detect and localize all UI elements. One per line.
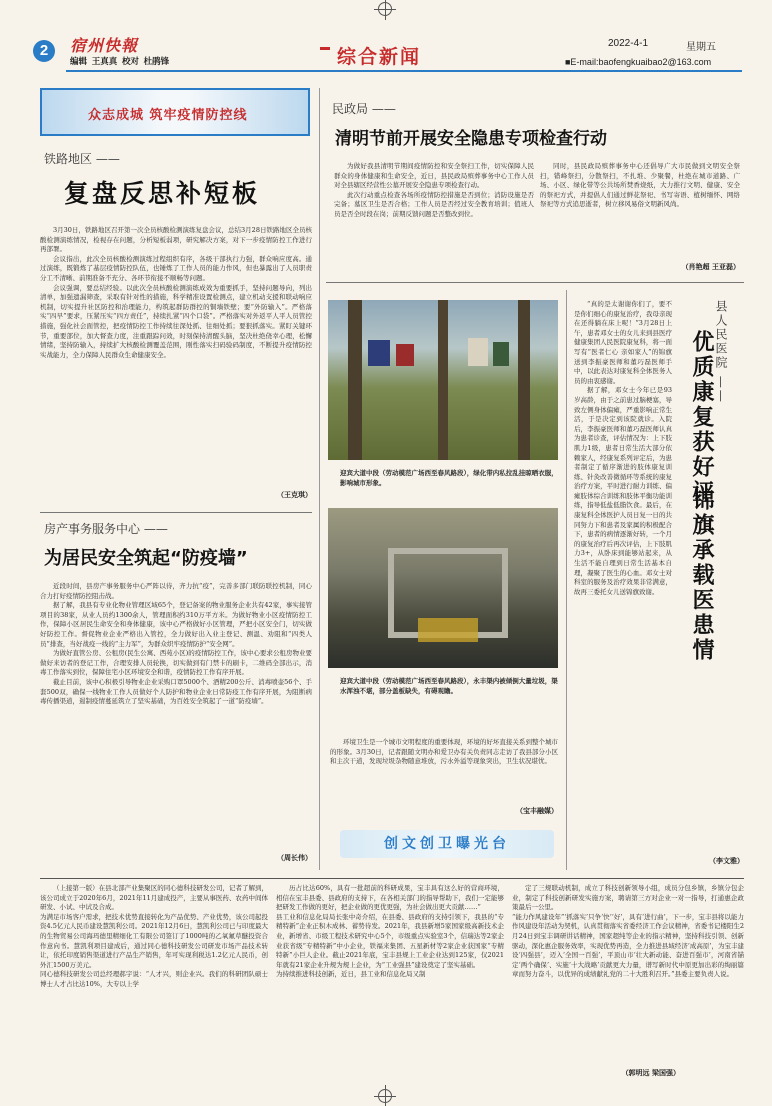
paragraph: 此次行动重点检查各场所疫情防控措施是否到位；消防设施是否完备；墓区卫生是否合格；工作人员是否经过安全教育培训；值班人员是否全时段在岗；前期反馈问题是否整改到位。: [334, 190, 534, 218]
paragraph: 为做好我县清明节期间疫情防控和安全祭扫工作，切实保障人民群众的身体健康和生命安全，近日，县民政局殡葬事务中心工作人员对全县辖区经营性公墓开展安全隐患专项检查行动。: [334, 162, 534, 190]
paragraph: 历占比达60%，具有一批超前的科研成果，宝丰具有这么好的营商环境，相信在宝丰县委、县政府的支持下，在各相关部门的指导帮助下，我们一定能够把研发工作做的更好，把企业做的更优更强，为社会做出更大贡献……” 县工业和信息化局局长张中奇介绍，在县委、县政府的支持引领下，我县的“专精特新”企业正积木成林、蓄势待发。2021年，我县新增5家国家级高新技术企业，新增省、市级工程技术研究中心5个，市级重点实验室3个，信瑞达等2家企业获省级“专精特新”中小企业，铁福来集团、五星新材等2家企业获国家“专精特新”小巨人企业。截止2021年底，宝丰县规上工业企业达到125家，仅2021年就有21家企业升规为规上企业，为“工业强县”建设奠定了坚实基础。 为持续推进科技创新，近日，县工业和信息化局又制: [276, 884, 504, 979]
bottom-credit: （郭明远 梁国强）: [621, 1068, 680, 1077]
column-divider: [566, 290, 567, 870]
article-civil-body-left: [334, 162, 534, 274]
photo-greenbelt-laundry: [328, 300, 558, 460]
issue-date: 2022-4-1: [608, 38, 649, 49]
clothes: [368, 340, 390, 366]
article-civil-body-right: [540, 162, 740, 274]
paragraph: 3月30日，铁路地区召开第一次全员核酸检测演练复盘会议，总结3月28日铁路地区全员核酸检测演练情况，检视存在问题，分析短板弱项，研究解决方案，对下一步疫情防控工作进行再部署。: [40, 226, 312, 254]
divider: [40, 512, 312, 513]
article-hospital-credit: （李文雅）: [709, 856, 744, 865]
garbage: [418, 618, 478, 642]
paragraph: 同时，县民政局殡葬事务中心还倡导广大市民做到文明安全祭扫，错峰祭扫，分散祭扫，不扎堆、少聚餐，杜绝在城市道路、广场、小区、绿化带等公共场所焚香烧纸，大力推行文明、健康、安全的祭祀方式，并提倡人们通过鲜花祭祀、书写寄语、植树缅怀、网络祭祀等方式追思逝者，树立移风易俗文明新风尚。: [540, 162, 740, 209]
article-railway-kicker: 铁路地区 ——: [44, 152, 120, 166]
bottom-col-2: [276, 884, 504, 1079]
banner-box: [40, 88, 310, 136]
divider: [326, 282, 744, 283]
paragraph: 据了解，邓女士今年已是93岁高龄，由于之前患过脑梗塞，导致左侧身体偏瘫，严重影响正常生活，于是决定到该院就诊。入院后，李振豪医师和董巧磊医师认真为患者诊查，评估情况为：上下肢肌力1级，患者日常生活大部分依赖家人，经康复系列评定后，为患者制定了循序渐进的肢体康复训练、针灸改善微循环等系统的康复治疗方案，平时进行耐力训练、偏瘫肢体综合训练和肢体平衡功能训练，指导低盐低脂饮食。最后，在康复科全体医护人员日复一日的共同努力下和患者及家属的积极配合下，患者的病情逐渐好转，一个月的康复治疗后再次评估，上下肢肌力3+，从卧床到能够站起来，从生活不能自理到日常生活基本自理，凝聚了医生的心血。邓女士对科室的服务及治疗效果非常满意，故再三委托女儿送锦旗致谢。: [574, 386, 672, 596]
photo-canal-garbage: [328, 508, 558, 668]
slogan-text: 创文创卫曝光台: [384, 836, 510, 852]
paragraph: 定了三规联动机制，成立了科技创新领导小组，成员分包乡镇，乡镇分包企业，制定了科技创新研发实施方案，聘请第三方对企业一对一指导，打通惠企政策最后一公里。 “能力作风建设年”‘抓落实’只争‘快’‘好’，具有‘进行曲’，下一步，宝丰县将以能力作风建设年活动为契机，认真贯彻落实省委经济工作会议精神，省委书记楼阳生2月24日到宝丰调研讲话精神，国家超纯等企业的指示精神，坚持科技引领、创新驱动，深化惠企服务效率，实现优势再造，全力推进县域经济‘成高原’，为宝丰建设‘四强县’，迈入‘全国一百强’，平顶山市‘壮大新动能、奋进百强市’，河南省锚定‘两个确保’、实施‘十大战略’贡献更大力量，谱写新时代中原更加出彩的绚丽篇章而努力奋斗，以优异的成绩献礼党的二十大胜利召开。”县委主要负责人说。: [512, 884, 744, 979]
article-railway-title: 复盘反思补短板: [64, 179, 261, 208]
header-rule: [66, 70, 742, 72]
divider: [40, 878, 744, 879]
clothes: [468, 338, 488, 366]
article-housing-credit: （周长伟）: [277, 853, 312, 862]
section-title: 综合新闻: [337, 46, 422, 68]
article-hospital-body: [574, 300, 744, 860]
article-railway-credit: （王克琪）: [277, 490, 312, 499]
issue-weekday: 星期五: [686, 42, 716, 53]
masthead-logo: 宿州快報: [70, 36, 139, 55]
article-housing-body: [40, 582, 312, 867]
paragraph: “真的是太谢谢你们了，要不是你们细心的康复治疗，我母亲现在还得躺在床上呢！”3月28日上午，患者邓女士的女儿来到县医疗健康集团人民医院康复科，将一面写有“医者仁心 亲如家人”的锦旗送到李振豪医师和董巧磊医师手中，以此表达对康复科全体医务人员的由衷感谢。: [574, 300, 672, 385]
registration-mark-top: [378, 2, 392, 16]
page-number-badge: 2: [33, 40, 55, 62]
bottom-col-1: [40, 884, 268, 1079]
banner-slogan: 众志成城 筑牢疫情防控线: [88, 108, 248, 123]
article-civil-title: 清明节前开展安全隐患专项检查行动: [335, 129, 607, 149]
tree: [518, 300, 530, 460]
header-rule-red: [320, 47, 330, 50]
paragraph: 环境卫生是一个城市文明程度的重要体现，环境的好坏直接关系到整个城市的形象。3月30日，记者跟随文明办和爱卫办有关负责同志走访了我县部分小区和主次干道，发现垃圾杂物随意堆放，污水外溢等现象突出，卫生状况堪忧。: [330, 738, 558, 766]
slogan-banner: [340, 830, 554, 858]
photo-caption-1: 迎宾大道中段（劳动模范广场西至春风路段），绿化带内私拉乱挂晾晒衣服，影响城市形象。: [340, 469, 558, 487]
article-housing-title: 为居民安全筑起“防疫墙”: [44, 548, 248, 569]
article-hospital-org: 县人民医院 ——: [714, 300, 728, 404]
article-civil-kicker: 民政局 ——: [332, 102, 396, 116]
photo-caption-2: 迎宾大道中段（劳动模范广场西至春风路段），永丰渠内被倾倒大量垃圾，渠水浑浊不堪，部分盖板缺失，有碍观瞻。: [340, 677, 558, 695]
contact-email: ■E-mail:baofengkuaibao2@163.com: [565, 57, 712, 67]
paragraph: 据了解，我县有专业化物业管理区域65个，登记备案的物业服务企业共有42家，事实接管项目的38家，从业人员约1300余人，管理面积约310万平方米。为做好物业小区疫情防控工作，保障小区居民生命安全和身体健康，该中心严格做好小区管理，严把小区安全门，切实做好防控工作。督促物业企业严格出入管控，全力做好出入业主登记、测温、劝阻和“四类人员”排查，当好战疫一线的“主力军”，为群众织牢疫情防护“安全网”。: [40, 601, 312, 648]
environment-credit: （宝丰融媒）: [516, 806, 558, 815]
tree: [438, 300, 448, 460]
article-housing-kicker: 房产事务服务中心 ——: [44, 522, 168, 536]
registration-mark-bottom: [378, 1089, 392, 1103]
paragraph: 为做好直管公房、公租房(民生公寓、西苑小区)的疫情防控工作，该中心要求公租房物业要做好来访者的登记工作，合理安排人员轮换，切实做到有门禁卡的刷卡，二维码全部出示，消毒工作落实到位，保障住宅小区环境安全和谐，疫情防控工作有序开展。: [40, 649, 312, 677]
paragraph: 截止目前，该中心积极引导物业企业采购口罩5000个、酒精200公斤、消毒喷壶56个、手套500双，确保一线物业工作人员做好个人防护和物业企业日常防疫工作有序开展，为阻断病毒传播渠道，遏制疫情蔓延筑立了坚实基础，为百姓安全筑起了一道“防疫墙”。: [40, 677, 312, 706]
article-railway-body: [40, 226, 312, 500]
article-civil-credit: （肖艳超 王亚磊）: [681, 262, 740, 271]
tree: [348, 300, 362, 460]
column-divider: [319, 88, 320, 870]
staff-line: 编辑 王真真 校对 杜鹃锋: [70, 56, 170, 66]
paragraph: 近段时间，县房产事务服务中心严阵以待，齐力抗“疫”，完善多部门联防联控机制，同心合力打好疫情防控阻击战。: [40, 582, 312, 600]
paragraph: 会议指出，此次全员核酸检测演练过程组织有序，各级干部执行力强，群众响应度高。通过演练，既锻炼了基层疫情防控队伍，也锤炼了工作人员的能力作风，但也暴露出了人员职责分工不清晰、前期准备不充分、各环节衔接不顺畅等问题。: [40, 254, 312, 282]
environment-body: [330, 738, 558, 804]
clothes: [396, 344, 414, 366]
article-hospital-headline-2: 锦旗承载医患情: [689, 488, 714, 663]
clothes: [493, 342, 509, 366]
paragraph: 会议强调，要总结经验。以此次全员核酸检测演练成效为重要抓手，坚持问题导向，列出清单，加强遗漏筛查，采取有针对性的措施，科学精准设置检测点，建立机动支援和联动响应机制，切实提升社区防控和治理能力，构筑起群防群控的铜墙铁壁；要“外防输入”。严格落实“四早”要求，压紧压实“四方责任”，持续扎紧“四个口袋”。严格落实对外返平人平人员管控措施，强化社会面管控，把疫情防控工作持续往深处抓、往细处抓；要狠抓落实。紧盯关键环节，重要部位，加大督查力度，注重跟踪问效，时刻保持清醒头脑，坚决杜绝侥幸心理，松懈情绪，坚持防输入，持续扩大核酸检测覆盖范围，刚性落实扫码验码制度，不断提升疫情防控实战能力，全力保障人民群众生命健康安全。: [40, 283, 312, 359]
bottom-col-3: [512, 884, 744, 1066]
headline-float: [672, 300, 744, 630]
article-hospital-headline-1: 优质康复获好评: [689, 330, 714, 505]
paragraph: （上接第一版）在县北部产业集聚区的同心德科技研发公司，记者了解到，该公司成立于2020年6月，2021年11月建成投产，主要从事医药、农药中间体研发、小试、中试及合成。 为满足市场客户需求，把技术优势直接转化为产品优势、产业优势，该公司起投资4.5亿元人民币建设慧凯利公司。2021年12月6日，慧凯利公司已与印度最大的生物贸易公司海玛德里精细化工有限公司签订了1000吨的乙氧氟草醚投资合作意向书。慧凯利项目建成后，通过同心德科技研发公司研发市场产品技术转让，依托印度销售渠道进行产品生产销售，年可实现利税达1.2亿元人民币，创外汇1500万美元。 同心德科技研发公司总经理郝宇说：“人才兴，则企业兴。我们的科研团队硕士博士人才占比达10%，大专以上学: [40, 884, 268, 988]
